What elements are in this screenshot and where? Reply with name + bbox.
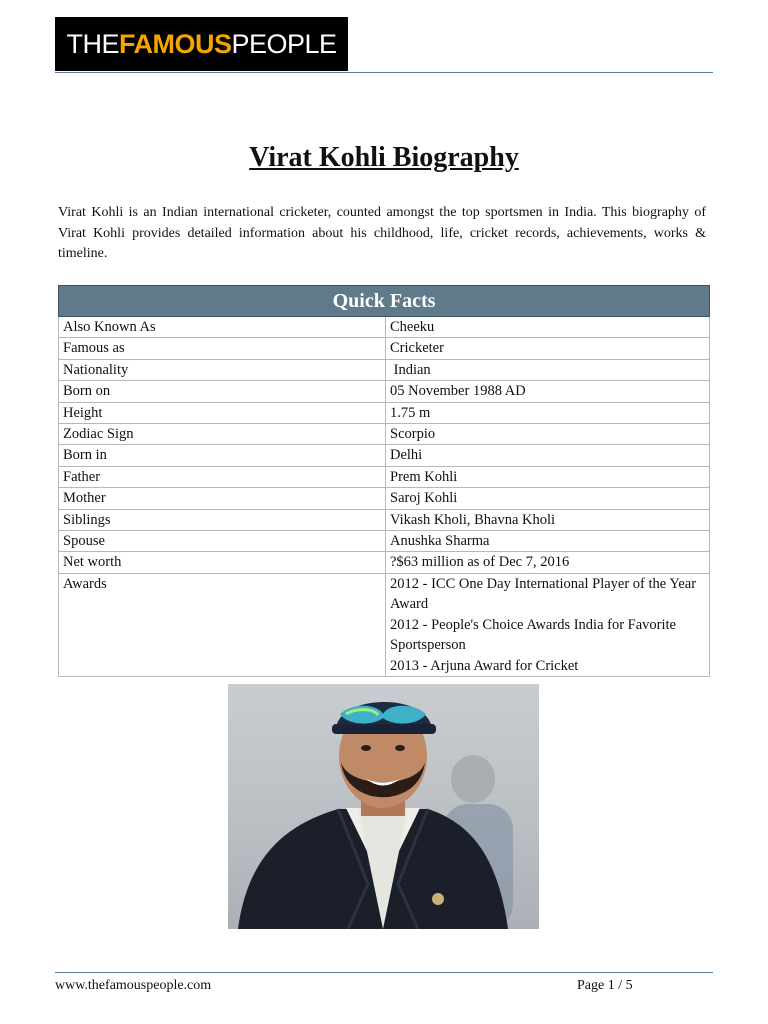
quick-facts-heading: Quick Facts bbox=[59, 286, 710, 317]
fact-value: Cheeku bbox=[386, 317, 710, 338]
fact-value: Indian bbox=[386, 359, 710, 380]
table-row bbox=[59, 402, 710, 423]
table-row bbox=[59, 359, 710, 380]
award-item: 2012 - People's Choice Awards India for Favorite Sportsperson bbox=[390, 616, 676, 654]
table-row bbox=[59, 552, 710, 573]
fact-label: Zodiac Sign bbox=[59, 424, 386, 445]
table-row bbox=[59, 424, 710, 445]
fact-value: Saroj Kohli bbox=[386, 488, 710, 509]
fact-label: Born in bbox=[59, 445, 386, 466]
portrait-photo bbox=[228, 684, 539, 929]
fact-label: Spouse bbox=[59, 531, 386, 552]
award-item: 2012 - ICC One Day International Player of the Year Award bbox=[390, 575, 697, 613]
table-row bbox=[59, 317, 710, 338]
fact-value: Vikash Kholi, Bhavna Kholi bbox=[386, 509, 710, 530]
logo-text-famous: FAMOUS bbox=[118, 28, 232, 59]
fact-value: Prem Kohli bbox=[386, 466, 710, 487]
fact-label: Siblings bbox=[59, 509, 386, 530]
quick-facts-table bbox=[58, 285, 710, 677]
table-row bbox=[59, 573, 710, 676]
fact-value: 1.75 m bbox=[386, 402, 710, 423]
site-logo[interactable] bbox=[55, 17, 348, 71]
awards-list bbox=[386, 573, 710, 676]
fact-label: Height bbox=[59, 402, 386, 423]
fact-value: Scorpio bbox=[386, 424, 710, 445]
fact-label: Nationality bbox=[59, 359, 386, 380]
page-number: Page 1 / 5 bbox=[577, 978, 633, 993]
table-row bbox=[59, 338, 710, 359]
fact-label: Mother bbox=[59, 488, 386, 509]
table-row bbox=[59, 488, 710, 509]
logo-text-people: PEOPLE bbox=[231, 28, 337, 59]
footer-divider bbox=[55, 972, 713, 973]
award-item: 2013 - Arjuna Award for Cricket bbox=[390, 657, 579, 674]
fact-label: Also Known As bbox=[59, 317, 386, 338]
portrait-illustration bbox=[228, 684, 539, 929]
fact-label: Awards bbox=[59, 573, 386, 676]
table-row bbox=[59, 466, 710, 487]
fact-label: Father bbox=[59, 466, 386, 487]
fact-label: Net worth bbox=[59, 552, 386, 573]
table-row bbox=[59, 531, 710, 552]
fact-value: 05 November 1988 AD bbox=[386, 381, 710, 402]
fact-label: Famous as bbox=[59, 338, 386, 359]
fact-label: Born on bbox=[59, 381, 386, 402]
fact-value: ?$63 million as of Dec 7, 2016 bbox=[386, 552, 710, 573]
intro-paragraph: Virat Kohli is an Indian international cricketer, counted amongst the top sportsmen in India. This biography of Virat Kohli provides detailed information about his childhood, life, cricket records, achievements, works & timeline. bbox=[58, 205, 706, 261]
logo-text-the: THE bbox=[66, 28, 119, 59]
table-row bbox=[59, 381, 710, 402]
table-row bbox=[59, 509, 710, 530]
fact-value: Cricketer bbox=[386, 338, 710, 359]
page-title: Virat Kohli Biography bbox=[249, 142, 519, 173]
fact-value: Delhi bbox=[386, 445, 710, 466]
fact-value: Anushka Sharma bbox=[386, 531, 710, 552]
table-row bbox=[59, 445, 710, 466]
header-divider bbox=[55, 72, 713, 73]
footer-site-link[interactable]: www.thefamouspeople.com bbox=[55, 978, 212, 993]
